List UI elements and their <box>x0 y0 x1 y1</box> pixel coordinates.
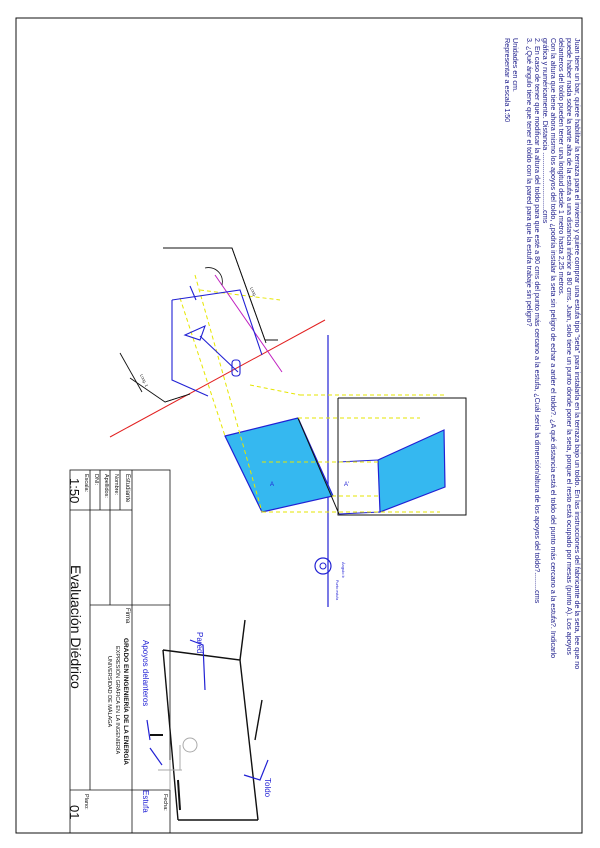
awning-vertical-projection <box>378 430 445 512</box>
label-pared: Pared <box>195 632 204 654</box>
statement-line-6: 2. En caso de tener que modificar la altura del toldo para que esté a 80 cms del punto más cercano a la estufa, ¿Cuál sería la dimensión/altura de los apoyos del toldo?.........cms <box>533 38 542 604</box>
tb-area: EXPRESIÓN GRÁFICA EN LA INGENIERÍA <box>114 646 120 755</box>
statement-line-4: Con la altura que tiene ahora mismo los apoyos del toldo, ¿podría instalar la seta sin peligro de echar a arder el toldo?. ¿A qué distancia está el toldo del punto más cercano a la estufa?. Indicarlo <box>549 38 558 659</box>
statement-line-2: puede haber nada sobre la parte alta de la estufa a una distancia inferior a 80 cms. Juan, solo tiene un punto donde poner la seta, porque el resto está ocupado por mesas (punto A). Los apoyos <box>565 38 574 655</box>
label-apoyos: Apoyos delanteros <box>141 640 150 707</box>
title-block <box>70 470 170 833</box>
tb-universidad: UNIVERSIDAD DE MÁLAGA <box>106 656 112 728</box>
statement-line-3: delanteros del toldo pueden tener una longitud desde 1 metro hasta 2,25 metros. <box>557 38 566 296</box>
tb-escala-label: Escala: <box>83 474 89 493</box>
tb-grado: GRADO EN INGENIERÍA DE LA ENERGÍA <box>122 638 129 766</box>
tb-escala-value: 1:50 <box>67 478 82 504</box>
heater-aux <box>172 286 262 396</box>
statement-line-5: gráfica y numéricamente. Distancia .............................cms <box>541 38 550 224</box>
tb-plano-label: Plano: <box>83 794 89 810</box>
dimension-label-2: Long. 1 <box>139 373 150 388</box>
isometric-callouts <box>147 640 268 780</box>
tb-fecha-label: Fecha: <box>162 794 168 811</box>
heater-point-label: Punto estufa <box>335 580 339 601</box>
tb-titulo: Evaluación Diédrico <box>68 565 84 689</box>
units-note: Unidades en cm. <box>511 38 520 92</box>
label-estufa: Estufa <box>141 790 150 813</box>
label-toldo: Toldo <box>263 778 272 798</box>
scale-note: Representar a escala 1:50 <box>503 38 512 123</box>
dimension-label-1: Long. <box>249 286 258 298</box>
statement-line-7: 3. ¿Qué ángulo tiene que tener el toldo con la pared para que la estufa trabaje sin peligro? <box>525 38 534 327</box>
tb-estudiante: Estudiante <box>124 474 130 503</box>
label-a-prime: A' <box>344 482 350 488</box>
tb-nombre: Nombre: <box>113 474 119 496</box>
awning-horizontal-projection <box>225 418 333 512</box>
height-line <box>215 275 282 372</box>
tb-apellidos: Apellidos: <box>103 474 109 498</box>
axis-label: Ángulo b <box>341 562 346 578</box>
tb-plano-value: 01 <box>67 805 82 820</box>
label-a: A <box>270 482 275 488</box>
statement-line-1: Juan tiene un bar, quiere habilitar la terraza para el invierno y quiere comprar una estufa tipo "seta" para instalarla en la terraza bajo un toldo. En las instrucciones del fabricante de la seta, lee que no <box>573 38 582 670</box>
tb-firma: Firma <box>124 608 130 624</box>
tb-dni: DNI: <box>93 474 99 485</box>
